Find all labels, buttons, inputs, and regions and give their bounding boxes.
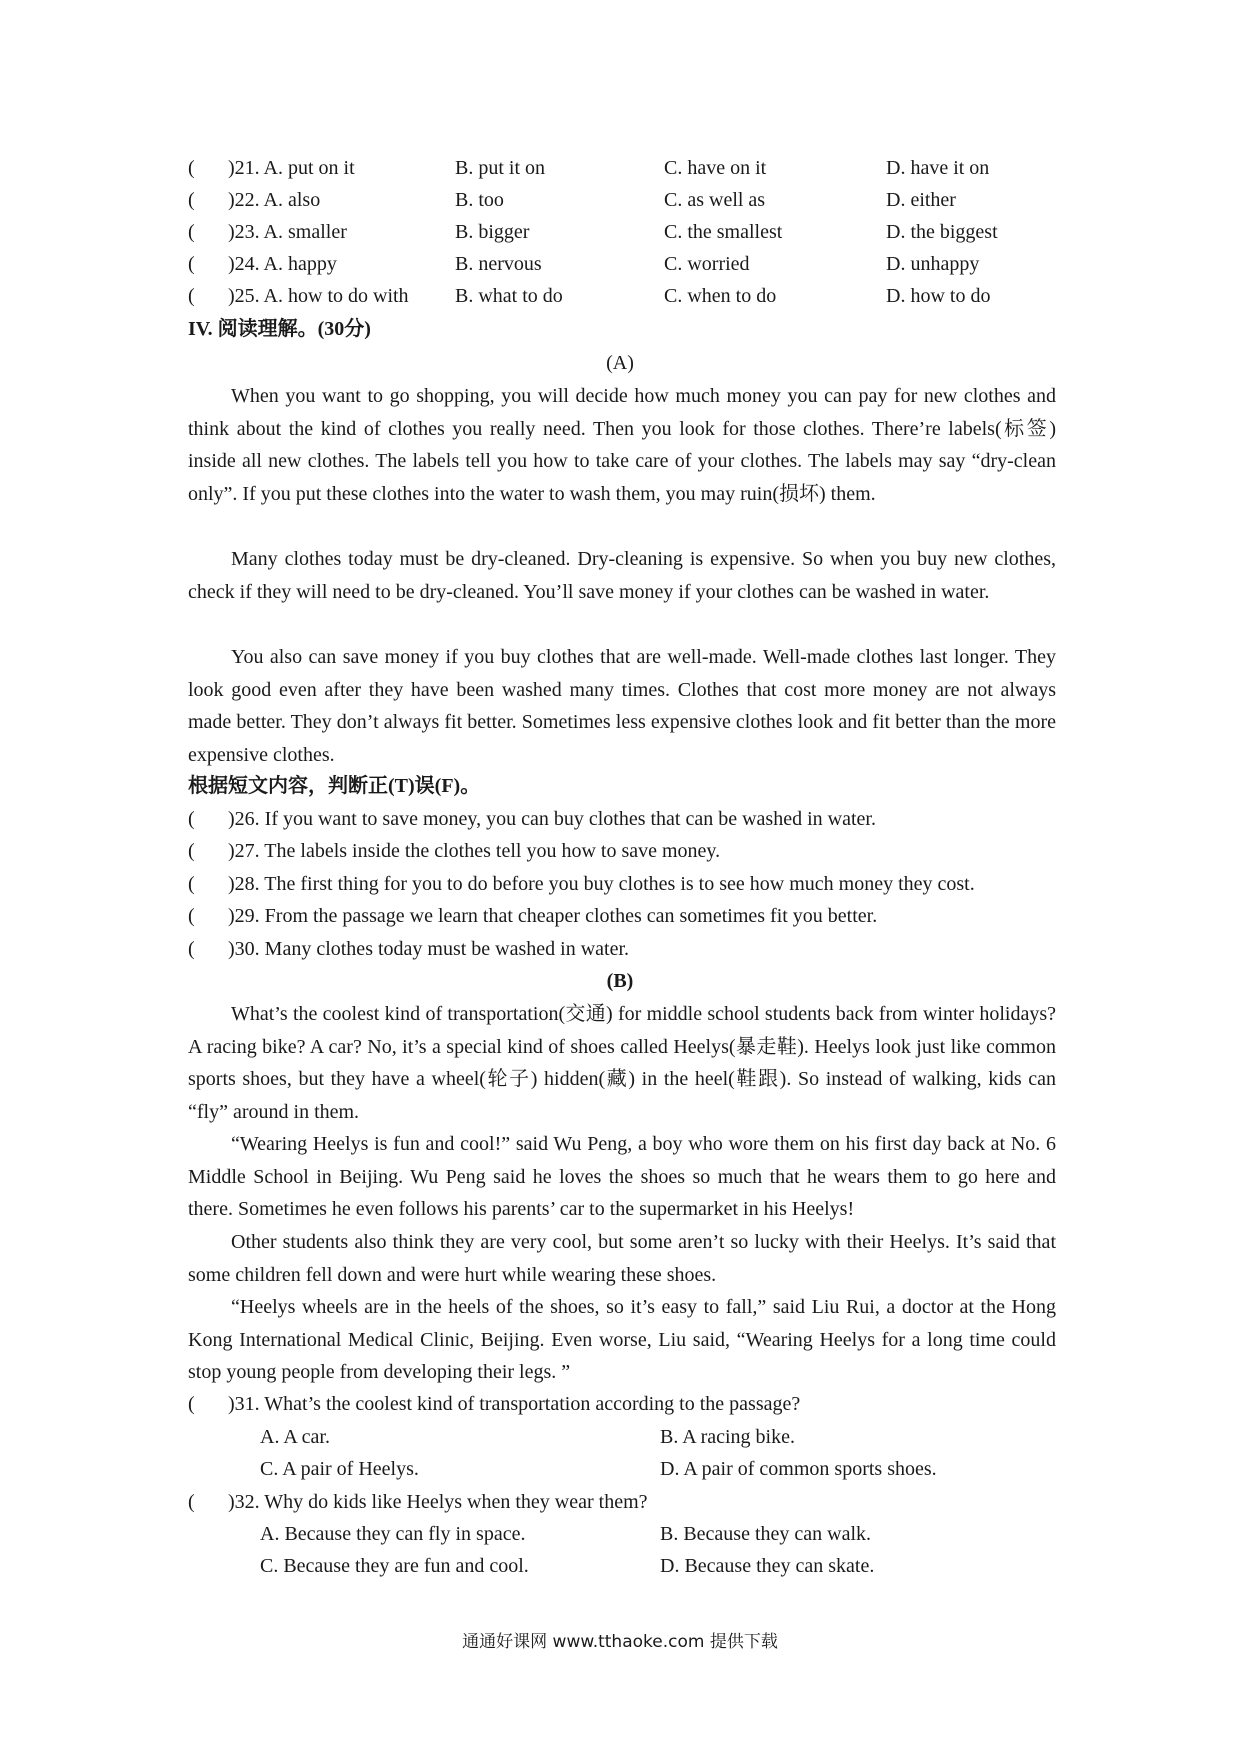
mc-25-option-b: B. what to do (455, 285, 563, 307)
answer-paren: ( (188, 840, 195, 862)
answer-paren: ( (188, 285, 195, 307)
section-title: IV. 阅读理解。(30分) (188, 318, 371, 340)
mc-question-31 (188, 1389, 800, 1419)
page-footer: 通通好课网 www.tthaoke.com 提供下载 (462, 1632, 778, 1652)
mc-21-option-c: C. have on it (664, 157, 767, 179)
passage-b-paragraph-2: “Wearing Heelys is fun and cool!” said Wu Peng, a boy who wore them on his first day back at No. 6 Middle School in Beijing. Wu Peng said he loves the shoes so much that he wears them to go here and there. Sometimes he even follows his parents’ car to the supermarket in his Heelys! (188, 1133, 1056, 1221)
q31-option-a: A. A car. (260, 1426, 330, 1448)
mc-24-num-a: )24. A. happy (228, 253, 337, 275)
mc-25-option-c: C. when to do (664, 285, 777, 307)
mc-24-option-c: C. worried (664, 253, 750, 275)
answer-paren: ( (188, 808, 195, 830)
answer-paren: ( (188, 873, 195, 895)
tf-26-text: )26. If you want to save money, you can buy clothes that can be washed in water. (228, 808, 876, 830)
mc-question-32 (188, 1487, 648, 1517)
q32-stem: )32. Why do kids like Heelys when they wear them? (228, 1491, 648, 1513)
tf-27-text: )27. The labels inside the clothes tell you how to save money. (228, 840, 721, 862)
passage-b-paragraph-1: What’s the coolest kind of transportation(交通) for middle school students back from winter holidays? A racing bike? A car? No, it’s a special kind of shoes called Heelys(暴走鞋). Heelys look just like common sports shoes, but they have a wheel(轮子) hidden(藏) in the heel(鞋跟). So instead of walking, kids can “fly” around in them. (188, 1003, 1056, 1123)
tf-28-text: )28. The first thing for you to do before you buy clothes is to see how much money they cost. (228, 873, 975, 895)
answer-paren: ( (188, 1491, 195, 1513)
tf-29-text: )29. From the passage we learn that cheaper clothes can sometimes fit you better. (228, 905, 878, 927)
mc-22-option-b: B. too (455, 189, 504, 211)
mc-23-num-a: )23. A. smaller (228, 221, 347, 243)
passage-b-paragraph-3: Other students also think they are very cool, but some aren’t so lucky with their Heelys. It’s said that some children fell down and were hurt while wearing these shoes. (188, 1231, 1056, 1286)
answer-paren: ( (188, 1393, 195, 1415)
q31-option-b: B. A racing bike. (660, 1426, 795, 1448)
tf-question-30 (188, 934, 629, 964)
mc-21-option-d: D. have it on (886, 157, 990, 179)
mc-24-option-b: B. nervous (455, 253, 542, 275)
q31-option-d: D. A pair of common sports shoes. (660, 1458, 937, 1480)
mc-25-option-d: D. how to do (886, 285, 991, 307)
answer-paren: ( (188, 938, 195, 960)
passage-a-paragraph-2: Many clothes today must be dry-cleaned. Dry-cleaning is expensive. So when you buy new clothes, check if they will need to be dry-cleaned. You’ll save money if your clothes can be washed in water. (188, 548, 1056, 603)
mc-21-option-b: B. put it on (455, 157, 546, 179)
q32-option-d: D. Because they can skate. (660, 1555, 875, 1577)
passage-a-paragraph-3: You also can save money if you buy clothes that are well-made. Well-made clothes last longer. They look good even after they have been washed many times. Clothes that cost more money are not always made better. They don’t always fit better. Sometimes less expensive clothes look and fit better than the more expensive clothes. (188, 646, 1056, 766)
mc-22-option-d: D. either (886, 189, 956, 211)
passage-b-paragraph-4: “Heelys wheels are in the heels of the shoes, so it’s easy to fall,” said Liu Rui, a doctor at the Hong Kong International Medical Clinic, Beijing. Even worse, Liu said, “Wearing Heelys for a long time could stop young people from developing their legs. ” (188, 1296, 1056, 1384)
tf-question-28 (188, 869, 975, 899)
q32-option-a: A. Because they can fly in space. (260, 1523, 526, 1545)
mc-23-option-b: B. bigger (455, 221, 530, 243)
mc-22-num-a: )22. A. also (228, 189, 321, 211)
tf-question-26 (188, 804, 876, 834)
tf-instruction: 根据短文内容，判断正(T)误(F)。 (188, 775, 481, 797)
q32-option-c: C. Because they are fun and cool. (260, 1555, 529, 1577)
mc-22-option-c: C. as well as (664, 189, 766, 211)
mc-23-option-c: C. the smallest (664, 221, 783, 243)
answer-paren: ( (188, 253, 195, 275)
mc-25-num-a: )25. A. how to do with (228, 285, 409, 307)
answer-paren: ( (188, 189, 195, 211)
mc-24-option-d: D. unhappy (886, 253, 980, 275)
q31-option-c: C. A pair of Heelys. (260, 1458, 419, 1480)
q32-option-b: B. Because they can walk. (660, 1523, 872, 1545)
passage-b-label: (B) (606, 970, 634, 992)
tf-30-text: )30. Many clothes today must be washed in water. (228, 938, 630, 960)
tf-question-29 (188, 901, 877, 931)
mc-21-num-a: )21. A. put on it (228, 157, 355, 179)
passage-a-paragraph-1: When you want to go shopping, you will decide how much money you can pay for new clothes and think about the kind of clothes you really need. Then you look for those clothes. There’re labels(标签) inside all new clothes. The labels tell you how to take care of your clothes. The labels may say “dry-clean only”. If you put these clothes into the water to wash them, you may ruin(损坏) them. (188, 385, 1056, 505)
answer-paren: ( (188, 905, 195, 927)
answer-paren: ( (188, 157, 195, 179)
answer-paren: ( (188, 221, 195, 243)
q31-stem: )31. What’s the coolest kind of transportation according to the passage? (228, 1393, 801, 1415)
tf-question-27 (188, 836, 720, 866)
mc-23-option-d: D. the biggest (886, 221, 998, 243)
passage-a-label: (A) (606, 352, 634, 374)
